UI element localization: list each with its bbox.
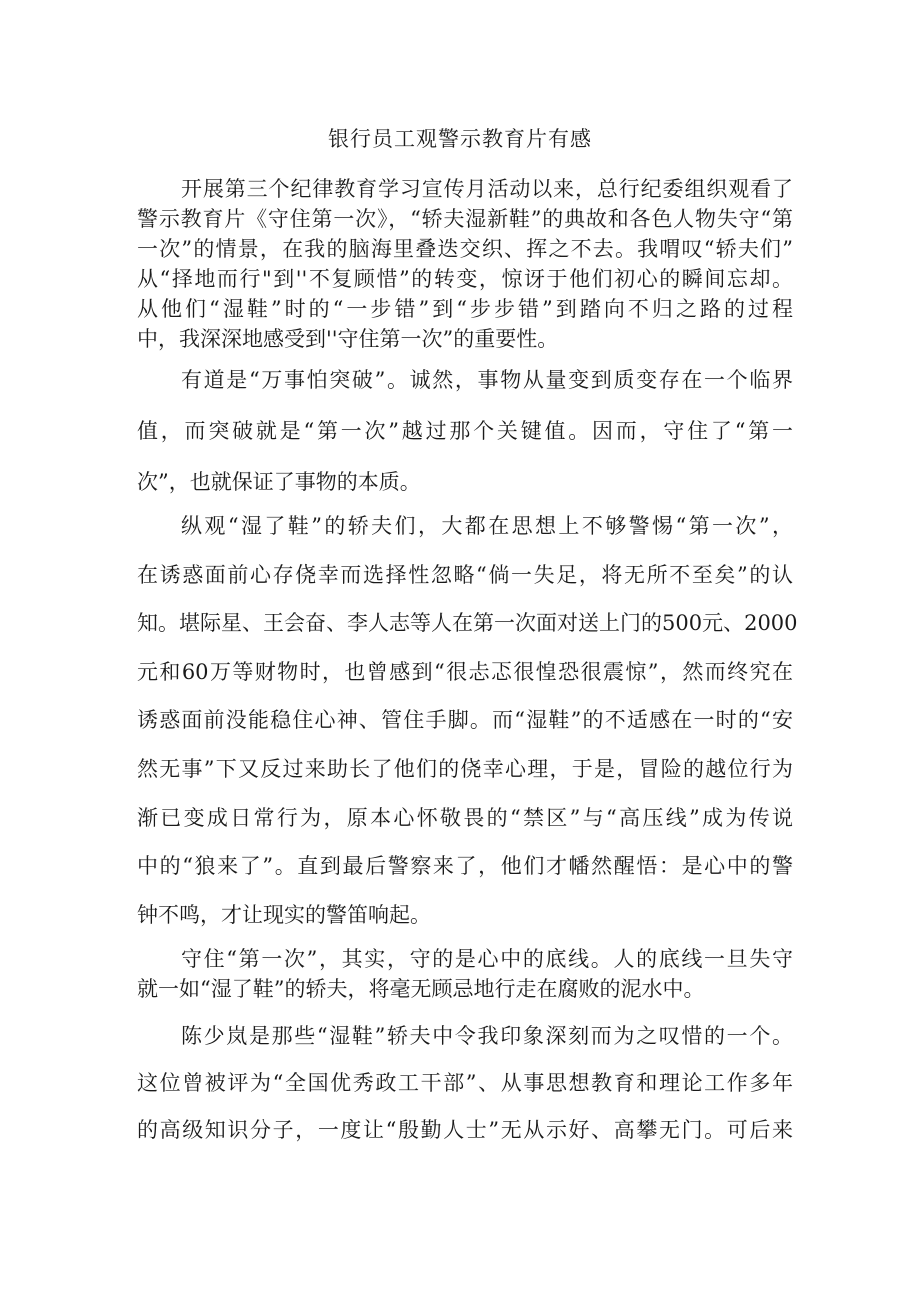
paragraph-line: 这位曾被评为“全国优秀政工干部”、从事思想教育和理论工作多年 [137, 1071, 793, 1095]
paragraph-line: 次”，也就保证了事物的本质。 [137, 470, 421, 494]
paragraph-line: 中的“狼来了”。直到最后警察来了，他们才幡然醒悟：是心中的警 [137, 854, 793, 879]
paragraph-line: 渐已变成日常行为，原本心怀敬畏的“禁区”与“高压线”成为传说 [137, 805, 793, 830]
paragraph-line: 从他们“湿鞋”时的“一步错”到“步步错”到踏向不归之路的过程 [137, 297, 793, 321]
paragraph-line: 诱惑面前没能稳住心神、管住手脚。而“湿鞋”的不适感在一时的“安 [137, 708, 793, 733]
paragraph-4 [137, 944, 793, 1004]
paragraph-1 [137, 174, 793, 354]
paragraph-line: 陈少岚是那些“湿鞋”轿夫中令我印象深刻而为之叹惜的一个。 [181, 1024, 793, 1048]
paragraph-3 [137, 502, 798, 939]
paragraph-line: 开展第三个纪律教育学习宣传月活动以来，总行纪委组织观看了 [181, 177, 793, 201]
paragraph-line: 的高级知识分子，一度让“殷勤人士”无从示好、高攀无门。可后来 [137, 1118, 793, 1142]
paragraph-line: 钟不鸣，才让现实的警笛响起。 [137, 902, 431, 927]
paragraph-line: 元和60万等财物时，也曾感到“很忐忑很惶恐很震惊”，然而终究在 [137, 659, 793, 684]
paragraph-line: 警示教育片《守住第一次》，“轿夫湿新鞋”的典故和各色人物失守“第 [137, 207, 793, 231]
paragraph-line: 知。堪际星、王会奋、李人志等人在第一次面对送上门的500元、2000 [137, 611, 798, 636]
paragraph-2 [137, 355, 793, 508]
paragraph-line: 一次”的情景，在我的脑海里叠迭交织、挥之不去。我喟叹“轿夫们” [137, 237, 793, 261]
paragraph-line: 从“择地而行"到''不复顾惜”的转变，惊讶于他们初心的瞬间忘却。 [137, 267, 793, 291]
paragraph-line: 守住“第一次”，其实，守的是心中的底线。人的底线一旦失守 [181, 947, 793, 971]
paragraph-line: 在诱惑面前心存侥幸而选择性忽略“倘一失足，将无所不至矣”的认 [137, 562, 793, 587]
paragraph-5 [137, 1013, 793, 1154]
paragraph-line: 纵观“湿了鞋”的轿夫们，大都在思想上不够警惕“第一次”， [181, 514, 793, 538]
page-title: 银行员工观警示教育片有感 [328, 127, 592, 151]
paragraph-line: 有道是“万事怕突破”。诚然，事物从量变到质变存在一个临界 [181, 368, 793, 392]
paragraph-line: 就一如“湿了鞋”的轿夫，将毫无顾忌地行走在腐败的泥水中。 [137, 977, 705, 1001]
paragraph-line: 值，而突破就是“第一次”越过那个关键值。因而，守住了“第一 [137, 419, 793, 443]
paragraph-line: 然无事”下又反过来助长了他们的侥幸心理，于是，冒险的越位行为 [137, 756, 793, 781]
paragraph-line: 中，我深深地感受到''守住第一次”的重要性。 [137, 327, 559, 351]
